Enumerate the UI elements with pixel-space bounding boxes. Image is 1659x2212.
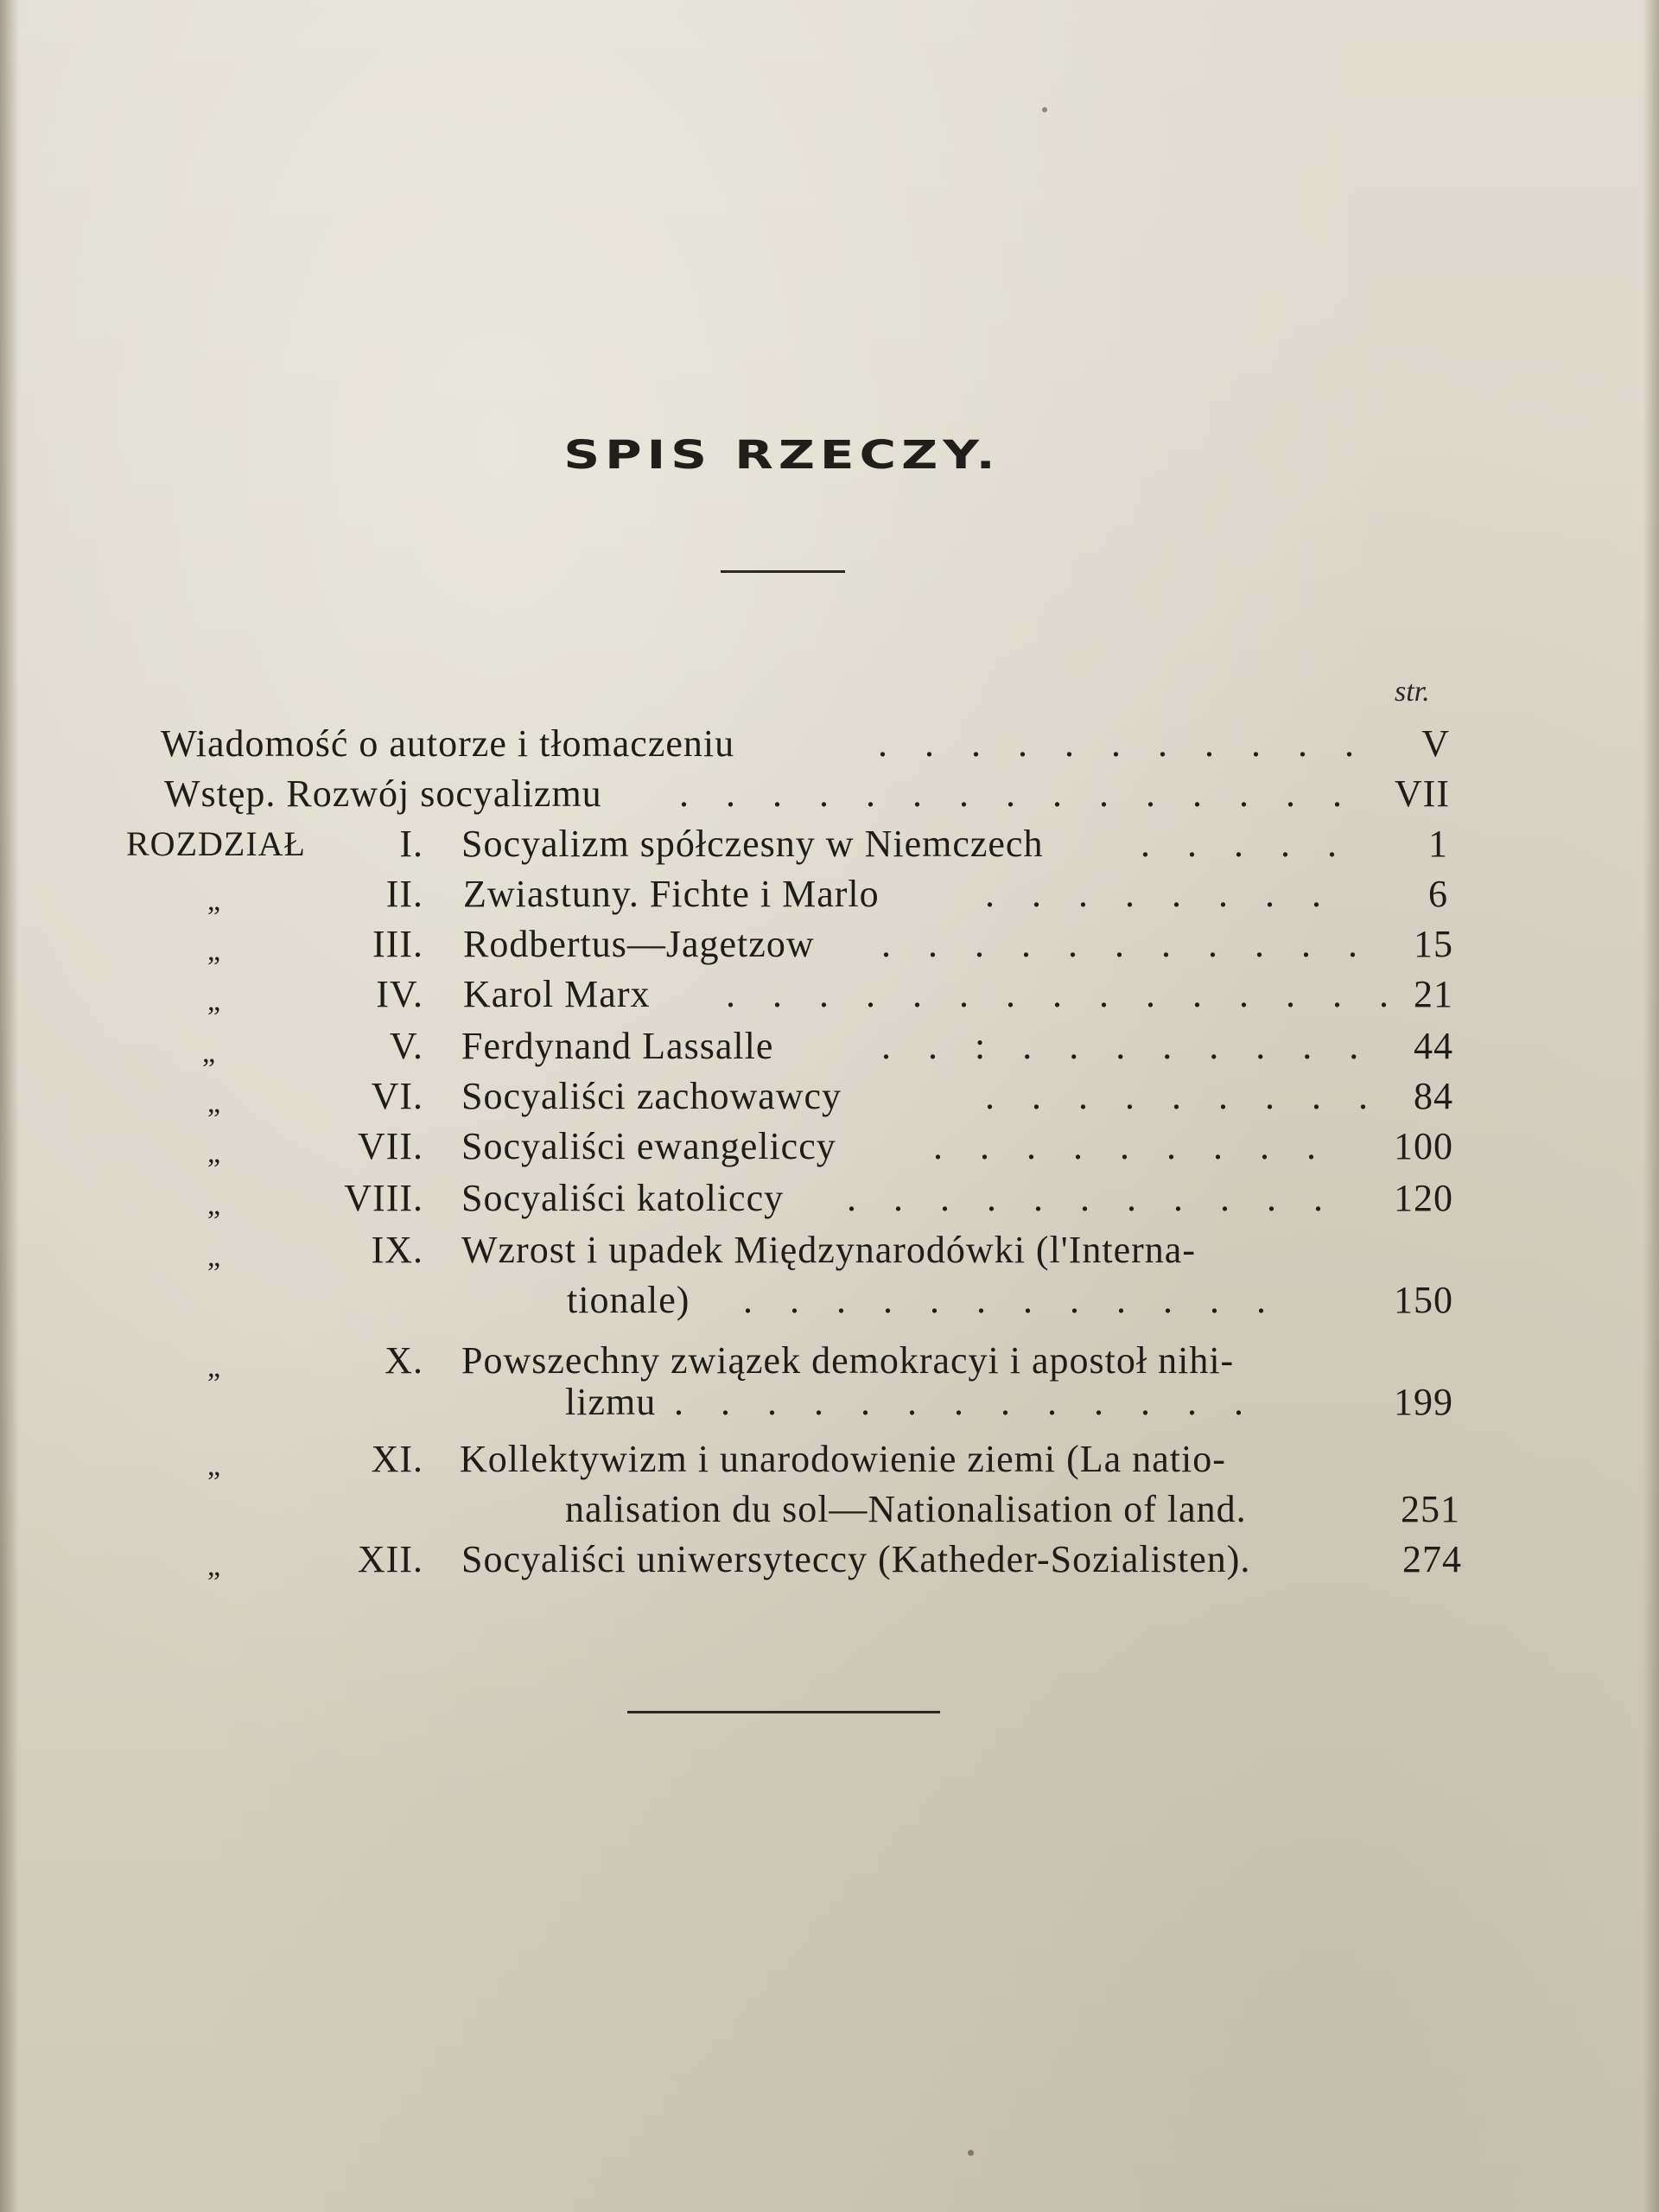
chapter-title: Powszechny związek demokracyi i apostoł nihi-	[461, 1339, 1235, 1382]
toc-entry-leader: . . . . .	[1141, 823, 1351, 865]
toc-entry-page: 274	[1402, 1538, 1462, 1580]
toc-chapter-row	[0, 1225, 1659, 1275]
ditto-mark: „	[207, 1137, 222, 1169]
ditto-mark: „	[207, 935, 222, 967]
toc-entry-leader: . . . . . . . . . . . . . . .	[679, 772, 1356, 815]
ditto-mark: „	[202, 1037, 217, 1069]
chapter-number: VIII.	[344, 1177, 423, 1219]
chapter-title: Socyaliści ewangeliccy	[461, 1125, 836, 1167]
toc-entry-leader: . . . . . . . .	[985, 873, 1335, 915]
toc-chapter-continuation	[0, 1377, 1659, 1427]
toc-chapter-row	[0, 919, 1659, 969]
toc-entry-front-1	[0, 719, 1659, 769]
chapter-label: ROZDZIAŁ	[126, 824, 306, 863]
toc-entry-page: 1	[1428, 823, 1448, 865]
paper-spot	[1042, 107, 1047, 112]
chapter-title: Socyaliści katoliccy	[461, 1177, 785, 1219]
ditto-mark: „	[207, 1189, 222, 1221]
ditto-mark: „	[207, 1241, 222, 1273]
chapter-title: Ferdynand Lassalle	[461, 1025, 774, 1067]
toc-entry-leader: . . . . . . . . .	[933, 1125, 1330, 1167]
toc-chapter-row	[0, 819, 1659, 869]
toc-entry-leader: . . . . . . . . . . . .	[743, 1279, 1280, 1321]
toc-entry-front-2	[0, 769, 1659, 819]
toc-entry-title: Wstęp. Rozwój socyalizmu	[164, 772, 602, 815]
chapter-title-cont: tionale)	[567, 1279, 690, 1321]
toc-chapter-row	[0, 1122, 1659, 1172]
toc-entry-title: Wiadomość o autorze i tłomaczeniu	[161, 722, 735, 765]
chapter-title-cont: lizmu	[565, 1381, 657, 1423]
chapter-title: Karol Marx	[463, 973, 651, 1015]
chapter-number: XI.	[371, 1438, 423, 1480]
chapter-number: VI.	[371, 1075, 423, 1117]
toc-entry-page: 199	[1394, 1381, 1453, 1423]
toc-entry-leader: . . . . . . . . . . . . . . .	[726, 973, 1402, 1015]
chapter-number: VII.	[357, 1125, 423, 1167]
chapter-number: IV.	[376, 973, 423, 1015]
chapter-number: X.	[385, 1339, 423, 1382]
ditto-mark: „	[207, 885, 222, 917]
toc-entry-page: 84	[1414, 1075, 1453, 1117]
toc-entry-page: 21	[1414, 973, 1453, 1015]
toc-entry-page: 251	[1401, 1488, 1460, 1530]
chapter-title: Zwiastuny. Fichte i Marlo	[463, 873, 880, 915]
toc-entry-page: 150	[1394, 1279, 1453, 1321]
chapter-title: Socyaliści uniwersyteccy (Katheder-Sozialisten).	[461, 1538, 1251, 1580]
toc-entry-page: V	[1421, 722, 1450, 765]
page-title: SPIS RZECZY.	[563, 432, 1001, 479]
chapter-number: III.	[372, 923, 423, 965]
chapter-number: IX.	[371, 1229, 423, 1271]
toc-chapter-row	[0, 1173, 1659, 1224]
toc-entry-page: 6	[1428, 873, 1448, 915]
chapter-number: I.	[399, 823, 423, 865]
title-divider	[721, 570, 845, 573]
ditto-mark: „	[207, 1087, 222, 1119]
toc-entry-leader: . . . . . . . . . . .	[878, 722, 1368, 765]
ditto-mark: „	[207, 1450, 222, 1482]
toc-chapter-row	[0, 1071, 1659, 1122]
end-divider	[627, 1711, 940, 1713]
toc-entry-leader: . . . . . . . . . . .	[847, 1177, 1337, 1219]
chapter-number: II.	[385, 873, 423, 915]
toc-entry-page: 120	[1394, 1177, 1453, 1219]
toc-entry-leader: . . . . . . . . . . .	[881, 923, 1371, 965]
toc-chapter-row	[0, 1535, 1659, 1585]
ditto-mark: „	[207, 1351, 222, 1383]
toc-chapter-row	[0, 1434, 1659, 1484]
chapter-number: XII.	[357, 1538, 423, 1580]
toc-entry-leader: . . . . . . . . . . . . .	[674, 1381, 1257, 1423]
chapter-title-cont: nalisation du sol—Nationalisation of land.	[565, 1488, 1247, 1530]
toc-chapter-row	[0, 969, 1659, 1020]
chapter-title: Kollektywizm i unarodowienie ziemi (La natio-	[460, 1438, 1226, 1480]
toc-chapter-row	[0, 1021, 1659, 1071]
toc-entry-page: 100	[1394, 1125, 1453, 1167]
toc-entry-page: 15	[1414, 923, 1453, 965]
ditto-mark: „	[207, 985, 222, 1017]
chapter-number: V.	[389, 1025, 423, 1067]
toc-entry-leader: . . : . . . . . . . .	[881, 1025, 1373, 1067]
toc-chapter-continuation	[0, 1484, 1659, 1535]
chapter-title: Socyaliści zachowawcy	[461, 1075, 842, 1117]
toc-chapter-continuation	[0, 1275, 1659, 1325]
toc-entry-page: 44	[1414, 1025, 1453, 1067]
chapter-title: Rodbertus—Jagetzow	[463, 923, 815, 965]
ditto-mark: „	[207, 1550, 222, 1582]
page-column-label: str.	[1395, 676, 1430, 708]
toc-entry-page: VII	[1394, 772, 1450, 815]
paper-spot	[968, 2150, 974, 2156]
chapter-title: Socyalizm spółczesny w Niemczech	[461, 823, 1044, 865]
chapter-title: Wzrost i upadek Międzynarodówki (l'Interna-	[461, 1229, 1196, 1271]
toc-chapter-row	[0, 869, 1659, 919]
toc-entry-leader: . . . . . . . . .	[985, 1075, 1382, 1117]
